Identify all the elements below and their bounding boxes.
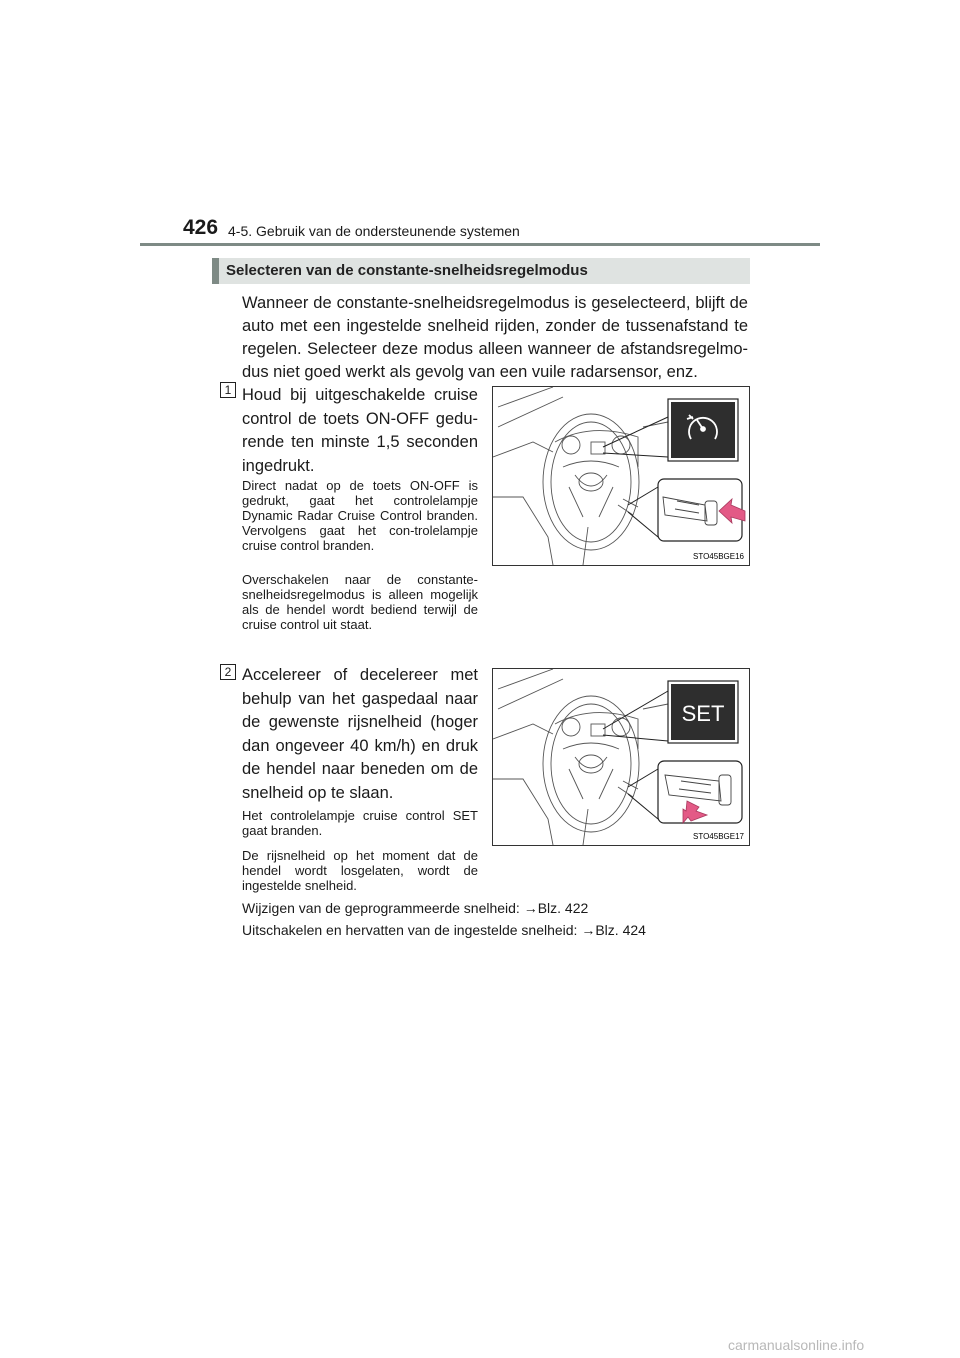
page-number: 426: [183, 216, 219, 239]
steering-wheel-illustration-2: [493, 669, 749, 845]
steering-wheel-illustration-1: [493, 387, 749, 565]
header-divider: [140, 243, 820, 246]
subsection-accent: [212, 258, 219, 284]
step-2-note-2: De rijsnelheid op het moment dat de hendel wordt losgelaten, wordt de ingestelde snelheid.: [242, 848, 478, 893]
subsection-title: Selecteren van de constante-snelheidsregelmodus: [226, 262, 588, 279]
intro-paragraph: Wanneer de constante-snelheidsregelmodus is geselecteerd, blijft de auto met een ingestelde snelheid rijden, zonder de tussenafstand te regelen. Selecteer deze modus alleen wanneer de afstandsregelmo-dus niet goed werkt als gevolg van een vuile radarsensor, enz.: [242, 294, 748, 381]
step-number-2: 2: [220, 664, 236, 680]
figure-step-2: [492, 668, 750, 846]
step-1-note-2: Overschakelen naar de constante-snelheidsregelmodus is alleen mogelijk als de hendel wordt bediend terwijl de cruise control uit staat.: [242, 572, 478, 632]
step-2-text: Accelereer of decelereer met behulp van het gaspedaal naar de gewenste rijsnelheid (hoger dan ongeveer 40 km/h) en druk de hendel naar beneden om de snelheid op te slaan.: [242, 666, 478, 802]
set-indicator-text: SET: [681, 701, 725, 726]
footer-reference-1: Wijzigen van de geprogrammeerde snelheid: →Blz. 422: [242, 900, 589, 916]
footer-reference-2: Uitschakelen en hervatten van de ingestelde snelheid: →Blz. 424: [242, 922, 646, 938]
figure-step-1: [492, 386, 750, 566]
watermark: carmanualsonline.info: [728, 1337, 865, 1353]
step-1-text: Houd bij uitgeschakelde cruise control de toets ON-OFF gedu-rende ten minste 1,5 seconden ingedrukt.: [242, 386, 478, 475]
step-2-note-1: Het controlelampje cruise control SET gaat branden.: [242, 808, 478, 838]
section-title: 4-5. Gebruik van de ondersteunende systemen: [228, 223, 520, 239]
step-number-1: 1: [220, 382, 236, 398]
figure-code-2: STO45BGE17: [693, 832, 744, 841]
step-1-note-1: Direct nadat op de toets ON-OFF is gedrukt, gaat het controlelampje Dynamic Radar Cruise Control branden. Vervolgens gaat het con-trolelampje cruise control branden.: [242, 478, 478, 553]
figure-code-1: STO45BGE16: [693, 552, 744, 561]
